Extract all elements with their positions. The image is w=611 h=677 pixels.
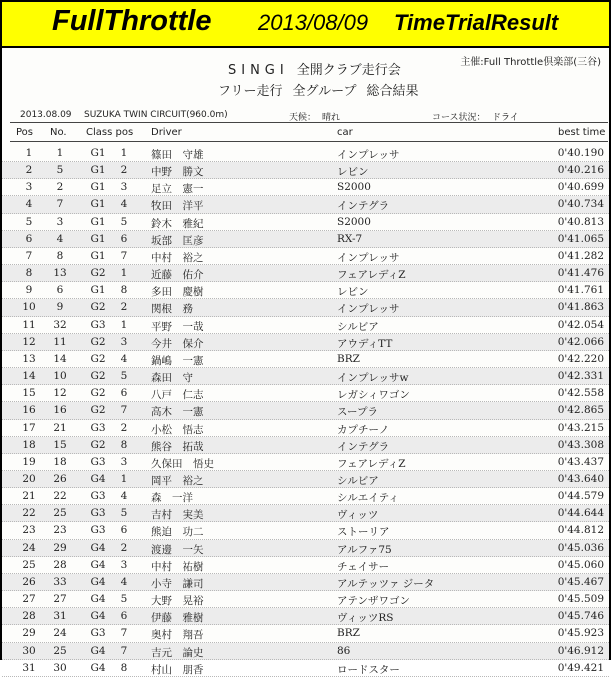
class-position: 6 (120, 387, 128, 400)
class: G4 (90, 558, 106, 571)
table-row (2, 368, 609, 385)
position: 21 (22, 490, 36, 503)
class-position: 3 (120, 181, 128, 194)
class-position: 4 (120, 198, 128, 211)
driver-name: 多田 慶樹 (151, 286, 204, 299)
position: 7 (25, 249, 33, 262)
position: 23 (22, 524, 36, 537)
class: G4 (90, 661, 106, 674)
class: G2 (90, 438, 106, 451)
results-table-body (2, 145, 609, 677)
class-position: 2 (120, 541, 128, 554)
course-value: ドライ (492, 113, 519, 123)
class-position: 4 (120, 490, 128, 503)
car-model: インプレッサ (337, 251, 400, 264)
class-position: 5 (120, 507, 128, 520)
best-time: 0'42.331 (557, 370, 604, 383)
position: 4 (25, 198, 33, 211)
table-row (2, 557, 609, 574)
class: G4 (90, 575, 106, 588)
position: 28 (22, 610, 36, 623)
driver-name: 森田 守 (151, 372, 193, 385)
driver-name: 関根 務 (151, 303, 193, 316)
car-number: 12 (53, 387, 67, 400)
event-subtitle (218, 80, 428, 99)
best-time: 0'43.437 (557, 455, 604, 468)
driver-name: 足立 憲一 (151, 183, 204, 196)
class-position: 7 (120, 404, 128, 417)
car-number: 31 (53, 610, 67, 623)
car-model: レビン (337, 286, 369, 299)
position: 10 (22, 301, 36, 314)
car-number: 7 (56, 198, 64, 211)
class-position: 6 (120, 232, 128, 245)
table-row (2, 334, 609, 351)
driver-name: 中村 祐樹 (151, 560, 204, 573)
driver-name: 平野 一哉 (151, 320, 204, 333)
position: 2 (25, 164, 33, 177)
class: G2 (90, 352, 106, 365)
col-pos: Pos (16, 127, 34, 138)
position: 24 (22, 541, 36, 554)
best-time: 0'40.216 (557, 164, 604, 177)
best-time: 0'45.923 (557, 627, 604, 640)
driver-name: 小寺 謙司 (151, 577, 204, 590)
class: G4 (90, 644, 106, 657)
car-model: アルテッツァ ジータ (337, 577, 435, 590)
session-info (2, 110, 609, 122)
car-model: シルビア (337, 474, 379, 487)
driver-name: 中野 勝文 (151, 166, 204, 179)
car-model: レガシィワゴン (337, 389, 410, 402)
table-row (2, 625, 609, 642)
table-row (2, 454, 609, 471)
class-position: 8 (120, 661, 128, 674)
car-model: チェイサー (337, 560, 390, 573)
table-row (2, 317, 609, 334)
table-row (2, 488, 609, 505)
best-time: 0'42.558 (557, 387, 604, 400)
table-row (2, 522, 609, 539)
event-latin-name: SINGI (228, 63, 289, 78)
table-row (2, 145, 609, 162)
scanned-result-paper (2, 48, 609, 676)
driver-name: 篠田 守雄 (151, 149, 204, 161)
class-position: 6 (120, 524, 128, 537)
table-row (2, 402, 609, 419)
class-position: 3 (120, 335, 128, 348)
best-time: 0'41.476 (557, 267, 604, 280)
class: G1 (90, 249, 106, 262)
car-model: フェアレディZ (337, 457, 406, 470)
col-driver: Driver (151, 127, 182, 138)
car-number: 23 (53, 524, 67, 537)
position: 8 (25, 267, 33, 280)
car-model: ストーリア (337, 526, 390, 539)
driver-name: 高木 一憲 (151, 406, 204, 419)
car-model: アルファ75 (337, 543, 392, 556)
class: G2 (90, 267, 106, 280)
car-number: 25 (53, 507, 67, 520)
position: 27 (22, 593, 36, 606)
best-time: 0'40.734 (557, 198, 604, 211)
position: 13 (22, 352, 36, 365)
car-model: ヴィッツ (337, 509, 379, 522)
class-position: 1 (120, 147, 128, 159)
class: G3 (90, 627, 106, 640)
car-model: インプレッサw (337, 372, 409, 385)
driver-name: 坂部 匡彦 (151, 234, 204, 247)
car-number: 15 (53, 438, 67, 451)
best-time: 0'42.054 (557, 318, 604, 331)
best-time: 0'45.746 (557, 610, 604, 623)
class-position: 1 (120, 472, 128, 485)
session-name: フリー走行 (218, 84, 283, 99)
class-position: 5 (120, 215, 128, 228)
table-row (2, 282, 609, 299)
best-time: 0'41.761 (557, 284, 604, 297)
circuit-name: SUZUKA TWIN CIRCUIT(960.0m) (84, 110, 228, 120)
car-number: 27 (53, 593, 67, 606)
driver-name: 近藤 佑介 (151, 269, 204, 282)
group-name: 全グループ (292, 84, 357, 99)
class-position: 8 (120, 284, 128, 297)
title-banner (2, 2, 609, 48)
class: G3 (90, 421, 106, 434)
col-no: No. (50, 127, 67, 138)
car-number: 33 (53, 575, 67, 588)
class-position: 1 (120, 267, 128, 280)
car-model: シルエイティ (337, 492, 399, 505)
class: G1 (90, 181, 106, 194)
driver-name: 牧田 洋平 (151, 200, 204, 213)
position: 6 (25, 232, 33, 245)
car-number: 16 (53, 404, 67, 417)
best-time: 0'41.282 (557, 249, 604, 262)
driver-name: 鈴木 雅紀 (151, 217, 204, 230)
best-time: 0'44.812 (557, 524, 604, 537)
position: 25 (22, 558, 36, 571)
position: 19 (22, 455, 36, 468)
car-number: 30 (53, 661, 67, 674)
weather-label: 天候： (289, 113, 317, 123)
car-number: 6 (56, 284, 64, 297)
table-row (2, 265, 609, 282)
class: G2 (90, 387, 106, 400)
car-number: 4 (56, 232, 64, 245)
car-number: 32 (53, 318, 67, 331)
col-car: car (337, 127, 353, 138)
position: 12 (22, 335, 36, 348)
car-model: RX-7 (337, 232, 363, 245)
car-model: S2000 (337, 215, 371, 228)
table-row (2, 196, 609, 213)
result-type: 総合結果 (366, 84, 419, 99)
driver-name: 中村 裕之 (151, 251, 204, 264)
table-row (2, 231, 609, 248)
class: G1 (90, 198, 106, 211)
best-time: 0'45.467 (557, 575, 604, 588)
table-row (2, 505, 609, 522)
car-model: インプレッサ (337, 149, 400, 161)
car-number: 25 (53, 644, 67, 657)
best-time: 0'42.865 (557, 404, 604, 417)
course-label: コース状況： (432, 113, 486, 123)
position: 31 (22, 661, 36, 674)
best-time: 0'43.308 (557, 438, 604, 451)
class: G4 (90, 610, 106, 623)
position: 16 (22, 404, 36, 417)
class: G4 (90, 593, 106, 606)
car-model: スープラ (337, 406, 378, 419)
position: 5 (25, 215, 33, 228)
table-row (2, 351, 609, 368)
car-number: 28 (53, 558, 67, 571)
class: G4 (90, 472, 106, 485)
driver-name: 八戸 仁志 (151, 389, 204, 402)
class-position: 5 (120, 370, 128, 383)
class-position: 3 (120, 455, 128, 468)
car-number: 9 (56, 301, 64, 314)
best-time: 0'45.509 (557, 593, 604, 606)
car-model: カプチーノ (337, 423, 390, 436)
driver-name: 久保田 悟史 (151, 457, 214, 470)
table-row (2, 299, 609, 316)
class-position: 7 (120, 249, 128, 262)
driver-name: 吉元 論史 (151, 646, 204, 659)
class-position: 6 (120, 610, 128, 623)
driver-name: 熊迫 功二 (151, 526, 204, 539)
best-time: 0'45.036 (557, 541, 604, 554)
session-date: 2013.08.09 (20, 110, 72, 120)
car-model: インテグラ (337, 200, 390, 213)
table-row (2, 574, 609, 591)
car-number: 14 (53, 352, 67, 365)
banner-date: 2013/08/09 (258, 10, 369, 35)
position: 18 (22, 438, 36, 451)
divider (10, 141, 608, 142)
best-time: 0'46.912 (557, 644, 604, 657)
best-time: 0'42.066 (557, 335, 604, 348)
class: G4 (90, 541, 106, 554)
position: 26 (22, 575, 36, 588)
class: G3 (90, 507, 106, 520)
driver-name: 大野 晃裕 (151, 595, 204, 608)
car-number: 2 (56, 181, 64, 194)
car-number: 13 (53, 267, 67, 280)
class-position: 2 (120, 421, 128, 434)
class-position: 2 (120, 301, 128, 314)
class: G1 (90, 284, 106, 297)
position: 20 (22, 472, 36, 485)
driver-name: 吉村 実美 (151, 509, 204, 522)
driver-name: 今井 保介 (151, 337, 204, 350)
car-model: アウディTT (337, 337, 393, 350)
class-position: 8 (120, 438, 128, 451)
driver-name: 鍋嶋 一憲 (151, 354, 204, 367)
car-model: S2000 (337, 181, 371, 194)
banner-title: TimeTrialResult (394, 10, 559, 35)
class: G1 (90, 147, 106, 159)
position: 11 (22, 318, 36, 331)
table-row (2, 608, 609, 625)
car-number: 18 (53, 455, 67, 468)
class: G2 (90, 301, 106, 314)
best-time: 0'42.220 (557, 352, 604, 365)
best-time: 0'44.579 (557, 490, 604, 503)
position: 22 (22, 507, 36, 520)
car-model: ロードスター (337, 663, 400, 676)
table-row (2, 540, 609, 557)
class: G3 (90, 455, 106, 468)
best-time: 0'45.060 (557, 558, 604, 571)
class-position: 4 (120, 352, 128, 365)
divider (10, 122, 608, 123)
best-time: 0'40.699 (557, 181, 604, 194)
class: G3 (90, 490, 106, 503)
position: 29 (22, 627, 36, 640)
best-time: 0'40.813 (557, 215, 604, 228)
position: 1 (25, 147, 33, 159)
driver-name: 岡平 裕之 (151, 474, 204, 487)
car-number: 10 (53, 370, 67, 383)
best-time: 0'40.190 (557, 147, 604, 159)
class: G1 (90, 232, 106, 245)
best-time: 0'49.421 (557, 661, 604, 674)
car-number: 29 (53, 541, 67, 554)
weather-value: 晴れ (322, 113, 341, 123)
position: 14 (22, 370, 36, 383)
event-title (228, 59, 401, 78)
driver-name: 村山 朋香 (151, 663, 204, 676)
driver-name: 森 一洋 (151, 492, 193, 505)
table-row (2, 385, 609, 402)
organizer-text: 主催:Full Throttle倶楽部(三谷) (460, 57, 601, 68)
driver-name: 小松 悟志 (151, 423, 204, 436)
best-time: 0'44.644 (557, 507, 604, 520)
class-position: 2 (120, 164, 128, 177)
car-number: 5 (56, 164, 64, 177)
car-model: BRZ (337, 352, 360, 365)
driver-name: 伊藤 雅樹 (151, 612, 204, 625)
car-number: 8 (56, 249, 64, 262)
class-position: 1 (120, 318, 128, 331)
class-position: 5 (120, 593, 128, 606)
class: G2 (90, 335, 106, 348)
class-position: 3 (120, 558, 128, 571)
table-row (2, 179, 609, 196)
class: G1 (90, 164, 106, 177)
table-header (2, 125, 609, 141)
position: 17 (22, 421, 36, 434)
car-number: 24 (53, 627, 67, 640)
position: 9 (25, 284, 33, 297)
table-row (2, 591, 609, 608)
class: G3 (90, 318, 106, 331)
car-model: シルビア (337, 320, 379, 333)
car-number: 11 (53, 335, 67, 348)
brand-logo-text: FullThrottle (52, 5, 212, 37)
class: G2 (90, 370, 106, 383)
class: G2 (90, 404, 106, 417)
class-position: 4 (120, 575, 128, 588)
driver-name: 奥村 翔吾 (151, 629, 204, 642)
best-time: 0'43.215 (557, 421, 604, 434)
car-number: 22 (53, 490, 67, 503)
class: G3 (90, 524, 106, 537)
position: 15 (22, 387, 36, 400)
event-jp-name: 全開クラブ走行会 (296, 63, 401, 78)
table-row (2, 437, 609, 454)
col-class-pos: Class pos (86, 127, 134, 138)
best-time: 0'43.640 (557, 472, 604, 485)
car-model: ヴィッツRS (337, 612, 394, 625)
car-number: 21 (53, 421, 67, 434)
position: 3 (25, 181, 33, 194)
table-row (2, 248, 609, 265)
car-model: フェアレディZ (337, 269, 406, 282)
table-row (2, 660, 609, 677)
car-number: 3 (56, 215, 64, 228)
car-number: 1 (56, 147, 64, 159)
position: 30 (22, 644, 36, 657)
table-row (2, 214, 609, 231)
best-time: 0'41.863 (557, 301, 604, 314)
car-model: インプレッサ (337, 303, 400, 316)
table-row (2, 162, 609, 179)
class: G1 (90, 215, 106, 228)
table-row (2, 643, 609, 660)
table-row (2, 471, 609, 488)
col-best-time: best time (558, 127, 606, 138)
best-time: 0'41.065 (557, 232, 604, 245)
car-model: BRZ (337, 627, 360, 640)
car-model: インテグラ (337, 440, 390, 453)
car-model: 86 (337, 644, 351, 657)
class-position: 7 (120, 627, 128, 640)
car-number: 26 (53, 472, 67, 485)
table-row (2, 420, 609, 437)
car-model: アテンザワゴン (337, 595, 410, 608)
driver-name: 熊谷 拓哉 (151, 440, 204, 453)
driver-name: 渡邊 一矢 (151, 543, 204, 556)
car-model: レビン (337, 166, 369, 179)
class-position: 7 (120, 644, 128, 657)
